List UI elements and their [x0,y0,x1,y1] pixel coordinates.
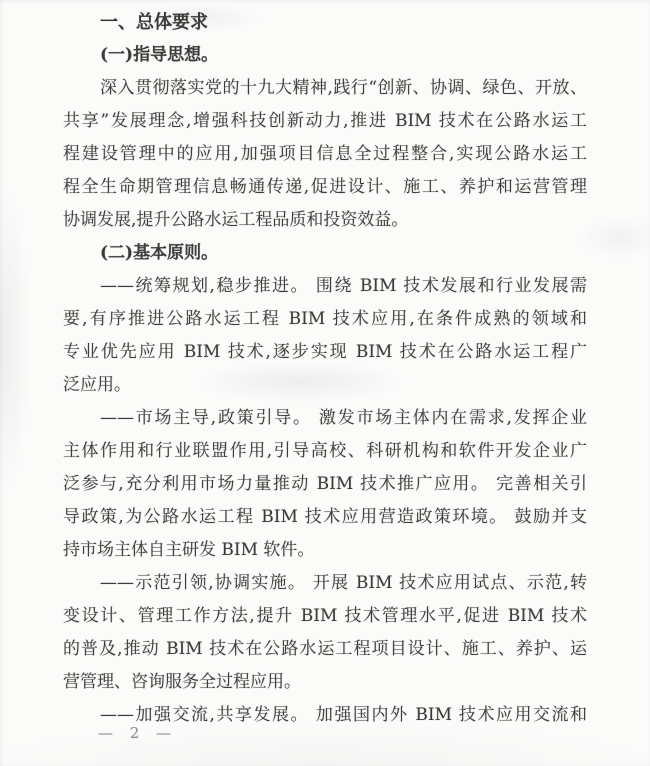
document-line: 要,有序推进公路水运工程 BIM 技术应用,在条件成熟的领域和 [63,309,587,329]
document-line: 变设计、管理工作方法,提升 BIM 技术管理水平,促进 BIM 技术 [63,606,587,626]
document-line: 共享”发展理念,增强科技创新动力,推进 BIM 技术在公路水运工 [63,111,587,131]
document-line: 程全生命期管理信息畅通传递,促进设计、施工、养护和运营管理 [63,177,587,197]
document-line: 程建设管理中的应用,加强项目信息全过程整合,实现公路水运工 [63,144,587,164]
document-line: ——加强交流,共享发展。 加强国内外 BIM 技术应用交流和 [100,705,587,725]
document-line: 深入贯彻落实党的十九大精神,践行“创新、协调、绿色、开放、 [100,78,587,98]
document-line: 营管理、咨询服务全过程应用。 [63,672,301,692]
document-line: 协调发展,提升公路水运工程品质和投资效益。 [63,210,409,230]
document-line: ——市场主导,政策引导。 激发市场主体内在需求,发挥企业 [100,408,587,428]
document-line: 的普及,推动 BIM 技术在公路水运工程项目设计、施工、养护、运 [63,639,587,659]
document-line: 泛参与,充分利用市场力量推动 BIM 技术推广应用。 完善相关引 [63,474,587,494]
document-line: ——统筹规划,稳步推进。 围绕 BIM 技术发展和行业发展需 [100,276,587,296]
subsection-title-2: (二)基本原则。 [100,243,219,263]
section-heading: 一、总体要求 [100,12,208,33]
document-line: ——示范引领,协调实施。 开展 BIM 技术应用试点、示范,转 [100,573,587,593]
document-line: 泛应用。 [63,375,131,395]
page-number: — 2 — [98,724,174,742]
document-line: 持市场主体自主研发 BIM 软件。 [63,540,315,560]
scanned-document-page [63,6,587,732]
document-line: 主体作用和行业联盟作用,引导高校、科研机构和软件开发企业广 [63,441,587,461]
subsection-title-1: (一)指导思想。 [100,45,219,65]
document-line: 导政策,为公路水运工程 BIM 技术应用营造政策环境。 鼓励并支 [63,507,587,527]
document-line: 专业优先应用 BIM 技术,逐步实现 BIM 技术在公路水运工程广 [63,342,587,362]
